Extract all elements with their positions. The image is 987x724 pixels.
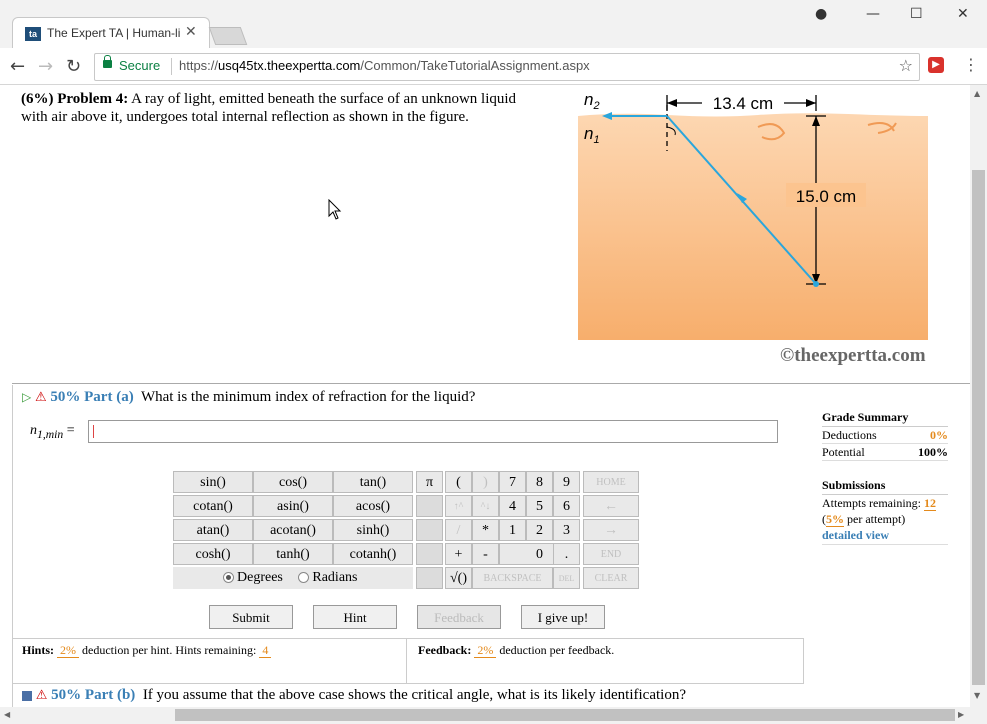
liquid-region xyxy=(578,113,928,340)
part-a-question: What is the minimum index of refraction for the liquid? xyxy=(140,389,476,405)
blank-button xyxy=(416,519,443,541)
part-b-question: If you assume that the above case shows the critical angle, what is its likely identification? xyxy=(142,687,686,703)
url-text: https://usq45tx.theexpertta.com/Common/TakeTutorialAssignment.aspx xyxy=(179,58,590,73)
digit-0-button[interactable]: 0 xyxy=(499,543,580,565)
hint-button[interactable]: Hint xyxy=(313,605,397,629)
digit-7-button[interactable]: 7 xyxy=(499,471,526,493)
digit-9-button[interactable]: 9 xyxy=(553,471,580,493)
grade-summary xyxy=(822,410,948,545)
minimize-icon[interactable]: — xyxy=(866,6,880,22)
tab-title: The Expert TA | Human-li xyxy=(47,26,181,40)
back-icon[interactable]: ← xyxy=(10,56,26,77)
new-tab-button[interactable] xyxy=(209,27,248,45)
sin-button[interactable]: sin() xyxy=(173,471,253,493)
degrees-option[interactable]: Degrees xyxy=(223,570,283,585)
open-paren-button[interactable]: ( xyxy=(445,471,472,493)
acotan-button[interactable]: acotan() xyxy=(253,519,333,541)
cotanh-button[interactable]: cotanh() xyxy=(333,543,413,565)
vertical-scrollbar[interactable] xyxy=(970,85,987,707)
feedback-button[interactable]: Feedback xyxy=(417,605,501,629)
digit-3-button[interactable]: 3 xyxy=(553,519,580,541)
submissions-title: Submissions xyxy=(822,478,948,495)
warning-icon: ⚠ xyxy=(35,687,48,702)
part-b-weight: 50% Part (b) xyxy=(51,687,136,703)
horizontal-scroll-thumb[interactable] xyxy=(175,709,955,721)
extension-icon[interactable]: ▶ xyxy=(928,57,944,73)
down-arrow-button[interactable]: ^↓ xyxy=(472,495,499,517)
multiply-button[interactable]: * xyxy=(472,519,499,541)
clear-button[interactable]: CLEAR xyxy=(583,567,639,589)
page-content xyxy=(0,85,970,707)
digit-2-button[interactable]: 2 xyxy=(526,519,553,541)
right-arrow-button[interactable]: → xyxy=(583,519,639,541)
detailed-view-link[interactable]: detailed view xyxy=(822,528,889,542)
sqrt-button[interactable]: √() xyxy=(445,567,472,589)
blank-button xyxy=(416,567,443,589)
home-button[interactable]: HOME xyxy=(583,471,639,493)
cos-button[interactable]: cos() xyxy=(253,471,333,493)
hints-separator xyxy=(406,639,407,683)
window-close-icon[interactable]: ✕ xyxy=(957,6,969,22)
maximize-icon[interactable]: ☐ xyxy=(910,6,923,22)
text-caret xyxy=(93,425,94,438)
sinh-button[interactable]: sinh() xyxy=(333,519,413,541)
hints-feedback-box xyxy=(12,638,804,684)
cosh-button[interactable]: cosh() xyxy=(173,543,253,565)
backspace-button[interactable]: BACKSPACE xyxy=(472,567,553,589)
expand-icon[interactable]: ▷ xyxy=(22,390,32,404)
atan-button[interactable]: atan() xyxy=(173,519,253,541)
browser-toolbar xyxy=(0,48,987,85)
answer-label: $n_{1,min}$ = xyxy=(30,423,75,441)
potential-row: Potential 100% xyxy=(822,445,948,459)
answer-input[interactable] xyxy=(88,420,778,443)
address-bar[interactable] xyxy=(94,53,920,81)
browser-tab[interactable] xyxy=(12,17,210,49)
hints-info: Hints: 2% deduction per hint. Hints remaining: 4 xyxy=(22,643,271,658)
scroll-down-icon[interactable]: ▼ xyxy=(974,691,981,700)
digit-1-button[interactable]: 1 xyxy=(499,519,526,541)
lock-icon xyxy=(103,60,112,68)
blank-button xyxy=(416,495,443,517)
n2-label: $n_2$ xyxy=(584,90,600,112)
grade-summary-title: Grade Summary xyxy=(822,410,948,427)
light-source xyxy=(813,281,819,287)
horizontal-scrollbar[interactable] xyxy=(0,707,987,724)
cotan-button[interactable]: cotan() xyxy=(173,495,253,517)
submissions-info: Attempts remaining: 12 (5% per attempt) detailed view xyxy=(822,495,948,545)
browser-titlebar xyxy=(0,0,987,48)
acos-button[interactable]: acos() xyxy=(333,495,413,517)
horizontal-dimension-label: 13.4 cm xyxy=(712,94,774,113)
scroll-right-icon[interactable]: ▶ xyxy=(958,710,965,719)
delete-button[interactable]: DEL xyxy=(553,567,580,589)
angle-units xyxy=(173,567,413,589)
part-a-weight: 50% Part (a) xyxy=(50,389,134,405)
address-separator xyxy=(171,58,172,75)
close-icon[interactable]: ✕ xyxy=(185,24,197,40)
secure-label: Secure xyxy=(119,58,161,73)
minus-button[interactable]: - xyxy=(472,543,499,565)
digit-4-button[interactable]: 4 xyxy=(499,495,526,517)
forward-icon[interactable]: → xyxy=(38,56,54,77)
decimal-button[interactable]: . xyxy=(553,543,580,565)
radians-radio[interactable] xyxy=(298,572,309,583)
scroll-left-icon[interactable]: ◀ xyxy=(4,710,11,719)
plus-button[interactable]: + xyxy=(445,543,472,565)
blank-button xyxy=(416,543,443,565)
digit-5-button[interactable]: 5 xyxy=(526,495,553,517)
end-button[interactable]: END xyxy=(583,543,639,565)
pi-button[interactable]: π xyxy=(416,471,443,493)
part-b-header xyxy=(22,687,686,704)
n1-label: $n_1$ xyxy=(584,124,600,146)
bookmark-star-icon[interactable]: ☆ xyxy=(898,56,913,75)
scroll-up-icon[interactable]: ▲ xyxy=(974,89,981,98)
left-arrow-button[interactable]: ← xyxy=(583,495,639,517)
reload-icon[interactable]: ↻ xyxy=(66,56,82,77)
deductions-row: Deductions 0% xyxy=(822,428,948,442)
vertical-dimension-label: 15.0 cm xyxy=(795,187,857,206)
digit-8-button[interactable]: 8 xyxy=(526,471,553,493)
radians-option[interactable]: Radians xyxy=(298,570,357,585)
collapse-icon[interactable] xyxy=(22,691,32,701)
problem-figure xyxy=(578,85,938,385)
divide-button[interactable]: / xyxy=(445,519,472,541)
vertical-scroll-thumb[interactable] xyxy=(972,170,985,685)
profile-icon[interactable]: ● xyxy=(815,6,828,22)
copyright-watermark: ©theexpertta.com xyxy=(780,345,926,366)
submit-button[interactable]: Submit xyxy=(209,605,293,629)
tanh-button[interactable]: tanh() xyxy=(253,543,333,565)
up-arrow-button[interactable]: ↑^ xyxy=(445,495,472,517)
part-a-header xyxy=(22,389,475,406)
warning-icon: ⚠ xyxy=(34,389,47,404)
digit-6-button[interactable]: 6 xyxy=(553,495,580,517)
degrees-radio[interactable] xyxy=(223,572,234,583)
tan-button[interactable]: tan() xyxy=(333,471,413,493)
problem-statement: (6%) Problem 4: A ray of light, emitted beneath the surface of an unknown liquid with air above it, undergoes total internal reflection as shown in the figure. xyxy=(21,91,517,125)
favicon-icon: ta xyxy=(25,27,41,41)
section-divider xyxy=(12,383,970,384)
asin-button[interactable]: asin() xyxy=(253,495,333,517)
give-up-button[interactable]: I give up! xyxy=(521,605,605,629)
mouse-cursor-icon xyxy=(328,199,342,221)
close-paren-button[interactable]: ) xyxy=(472,471,499,493)
feedback-info: Feedback: 2% deduction per feedback. xyxy=(418,643,615,657)
menu-icon[interactable]: ⋮ xyxy=(963,55,979,74)
